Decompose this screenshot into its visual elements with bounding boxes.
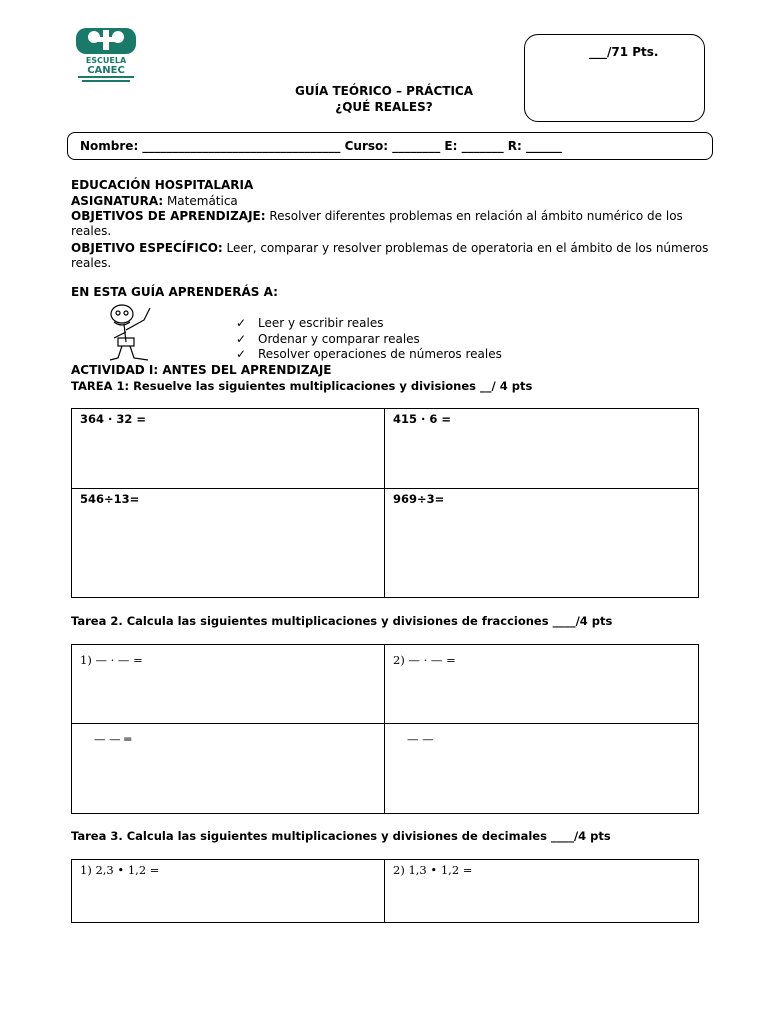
list-item: ✓ Leer y escribir reales xyxy=(236,316,502,332)
specific-label: OBJETIVO ESPECÍFICO: xyxy=(71,241,223,255)
subject-line xyxy=(71,194,711,209)
task3-table xyxy=(71,859,699,923)
activity-title: ACTIVIDAD I: ANTES DEL APRENDIZAJE xyxy=(71,363,332,377)
logo-line2: CANEC xyxy=(87,65,125,76)
task1-cell[interactable]: 364 · 32 = xyxy=(72,409,385,489)
task2-cell[interactable]: 1) — · — = xyxy=(72,645,385,724)
task3-cell[interactable]: 2) 1,3 • 1,2 = xyxy=(385,860,699,923)
logo-line1: ESCUELA xyxy=(85,56,127,65)
task1-title: TAREA 1: Resuelve las siguientes multiplicaciones y divisiones __/ 4 pts xyxy=(71,379,533,393)
page-title: GUÍA TEÓRICO – PRÁCTICA xyxy=(294,84,474,98)
list-item: ✓ Resolver operaciones de números reales xyxy=(236,347,502,363)
learn-list xyxy=(236,316,502,363)
learn-heading: EN ESTA GUÍA APRENDERÁS A: xyxy=(71,285,278,299)
objectives-label: OBJETIVOS DE APRENDIZAJE: xyxy=(71,209,266,223)
task1-cell[interactable]: 969÷3= xyxy=(385,489,699,598)
task2-cell[interactable]: — — ═ xyxy=(72,724,385,814)
list-item: ✓ Ordenar y comparar reales xyxy=(236,332,502,348)
subject-value: Matemática xyxy=(166,194,238,208)
program-title: EDUCACIÓN HOSPITALARIA xyxy=(71,178,254,192)
school-logo xyxy=(72,26,140,84)
score-text: ___/71 Pts. xyxy=(589,45,659,59)
task1-cell[interactable]: 546÷13= xyxy=(72,489,385,598)
subject-label: ASIGNATURA: xyxy=(71,194,164,208)
objectives-line xyxy=(71,209,711,239)
task1-table xyxy=(71,408,699,598)
task2-cell[interactable]: — — xyxy=(385,724,699,814)
student-fields[interactable]: Nombre: _________________________________ Curso: ________ E: _______ R: ______ xyxy=(67,132,713,160)
task2-cell[interactable]: 2) — · — = xyxy=(385,645,699,724)
task3-title: Tarea 3. Calcula las siguientes multiplicaciones y divisiones de decimales ____/4 pts xyxy=(71,829,611,843)
task1-cell[interactable]: 415 · 6 = xyxy=(385,409,699,489)
task2-table xyxy=(71,644,699,814)
cartoon-figure-icon xyxy=(104,302,156,362)
task3-cell[interactable]: 1) 2,3 • 1,2 = xyxy=(72,860,385,923)
specific-line xyxy=(71,241,711,271)
specific-value: Leer, comparar y resolver problemas de operatoria en el ámbito de los números reales. xyxy=(71,241,709,270)
objectives-value: Resolver diferentes problemas en relación al ámbito numérico de los reales. xyxy=(71,209,683,238)
task2-title: Tarea 2. Calcula las siguientes multiplicaciones y divisiones de fracciones ____/4 pts xyxy=(71,614,613,628)
page-subtitle: ¿QUÉ REALES? xyxy=(335,100,433,114)
